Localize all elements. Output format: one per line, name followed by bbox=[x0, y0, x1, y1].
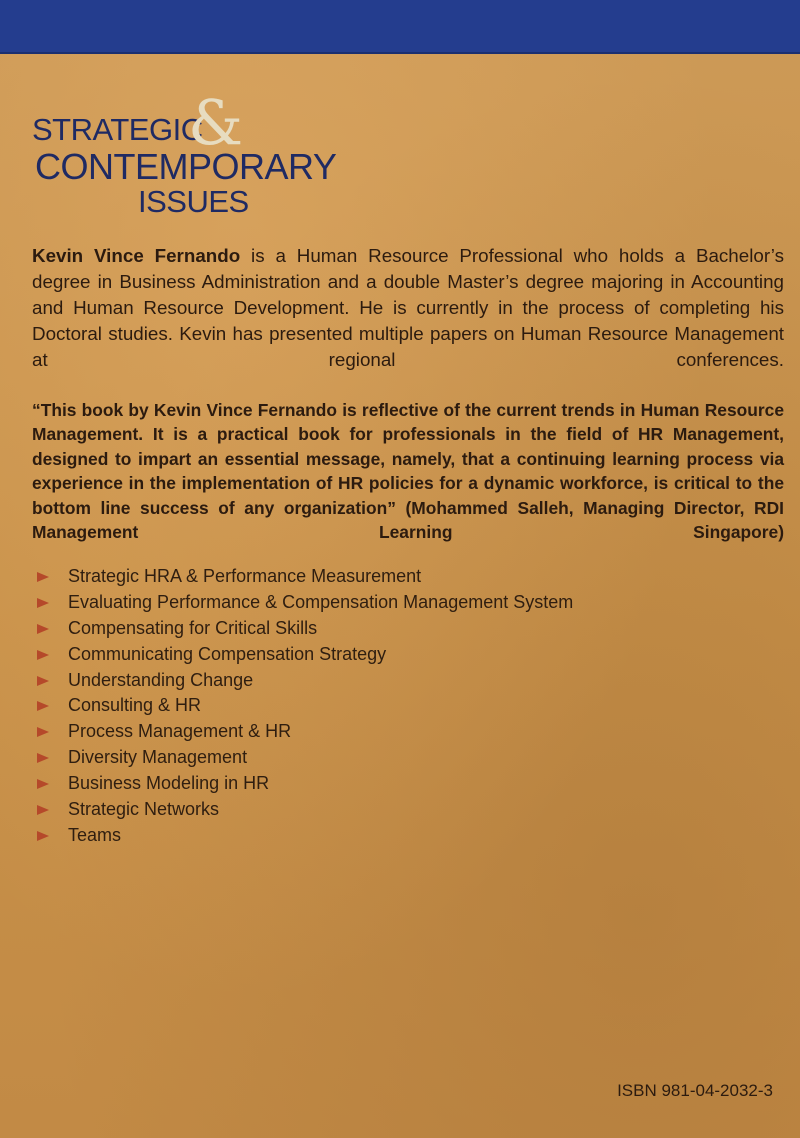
arrow-bullet-icon bbox=[37, 753, 49, 763]
series-title-line2: CONTEMPORARY bbox=[35, 146, 337, 187]
endorsement-quote: “This book by Kevin Vince Fernando is reflective of the current trends in Human Resource Management. It is a practical book for professionals in the field of HR Management, designed to impart an essential message, namely, that a continuing learning process via experience in the implementation of HR policies for a dynamic workforce, is critical to the bottom line success of any organization” (Mohammed Salleh, Managing Director, RDI Management Learning Singapore) bbox=[32, 400, 784, 543]
author-bio bbox=[32, 243, 784, 373]
list-item bbox=[36, 616, 736, 642]
topic-label: Strategic Networks bbox=[68, 799, 220, 820]
topic-label: Business Modeling in HR bbox=[68, 773, 270, 794]
arrow-bullet-icon bbox=[37, 598, 49, 608]
topic-label: Diversity Management bbox=[68, 747, 248, 768]
topic-label: Evaluating Performance & Compensation Management System bbox=[68, 591, 574, 612]
author-name: Kevin Vince Fernando bbox=[32, 245, 241, 266]
topic-label: Process Management & HR bbox=[68, 721, 292, 742]
list-item bbox=[36, 668, 736, 694]
list-item bbox=[36, 642, 736, 668]
topic-label: Strategic HRA & Performance Measurement bbox=[68, 566, 422, 586]
topic-label: Understanding Change bbox=[68, 669, 254, 690]
list-item bbox=[36, 771, 736, 797]
list-item bbox=[36, 564, 736, 590]
series-title-line3: ISSUES bbox=[138, 184, 249, 219]
arrow-bullet-icon bbox=[37, 624, 49, 634]
list-item bbox=[36, 823, 736, 849]
ampersand-ornament: & bbox=[188, 86, 244, 159]
isbn-number: ISBN 981-04-2032-3 bbox=[617, 1081, 773, 1100]
series-title bbox=[30, 86, 370, 222]
topic-label: Compensating for Critical Skills bbox=[68, 617, 318, 638]
list-item bbox=[36, 797, 736, 823]
arrow-bullet-icon bbox=[37, 650, 49, 660]
series-title-line1: STRATEGIC bbox=[32, 112, 203, 147]
list-item bbox=[36, 693, 736, 719]
topics-list bbox=[36, 564, 736, 849]
topic-label: Consulting & HR bbox=[68, 695, 202, 716]
arrow-bullet-icon bbox=[37, 676, 49, 686]
list-item bbox=[36, 719, 736, 745]
list-item bbox=[36, 590, 736, 616]
arrow-bullet-icon bbox=[37, 805, 49, 815]
arrow-bullet-icon bbox=[37, 572, 49, 582]
topic-label: Teams bbox=[68, 824, 122, 845]
arrow-bullet-icon bbox=[37, 727, 49, 737]
topic-label: Communicating Compensation Strategy bbox=[68, 643, 387, 664]
arrow-bullet-icon bbox=[37, 831, 49, 841]
list-item bbox=[36, 745, 736, 771]
arrow-bullet-icon bbox=[37, 779, 49, 789]
arrow-bullet-icon bbox=[37, 701, 49, 711]
top-color-band bbox=[0, 0, 800, 54]
author-bio-text: is a Human Resource Professional who holds a Bachelor’s degree in Business Administration and a double Master’s degree majoring in Accounting and Human Resource Development. He is currently in the process of completing his Doctoral studies. Kevin has presented multiple papers on Human Resource Management at regional conferences. bbox=[32, 245, 784, 370]
